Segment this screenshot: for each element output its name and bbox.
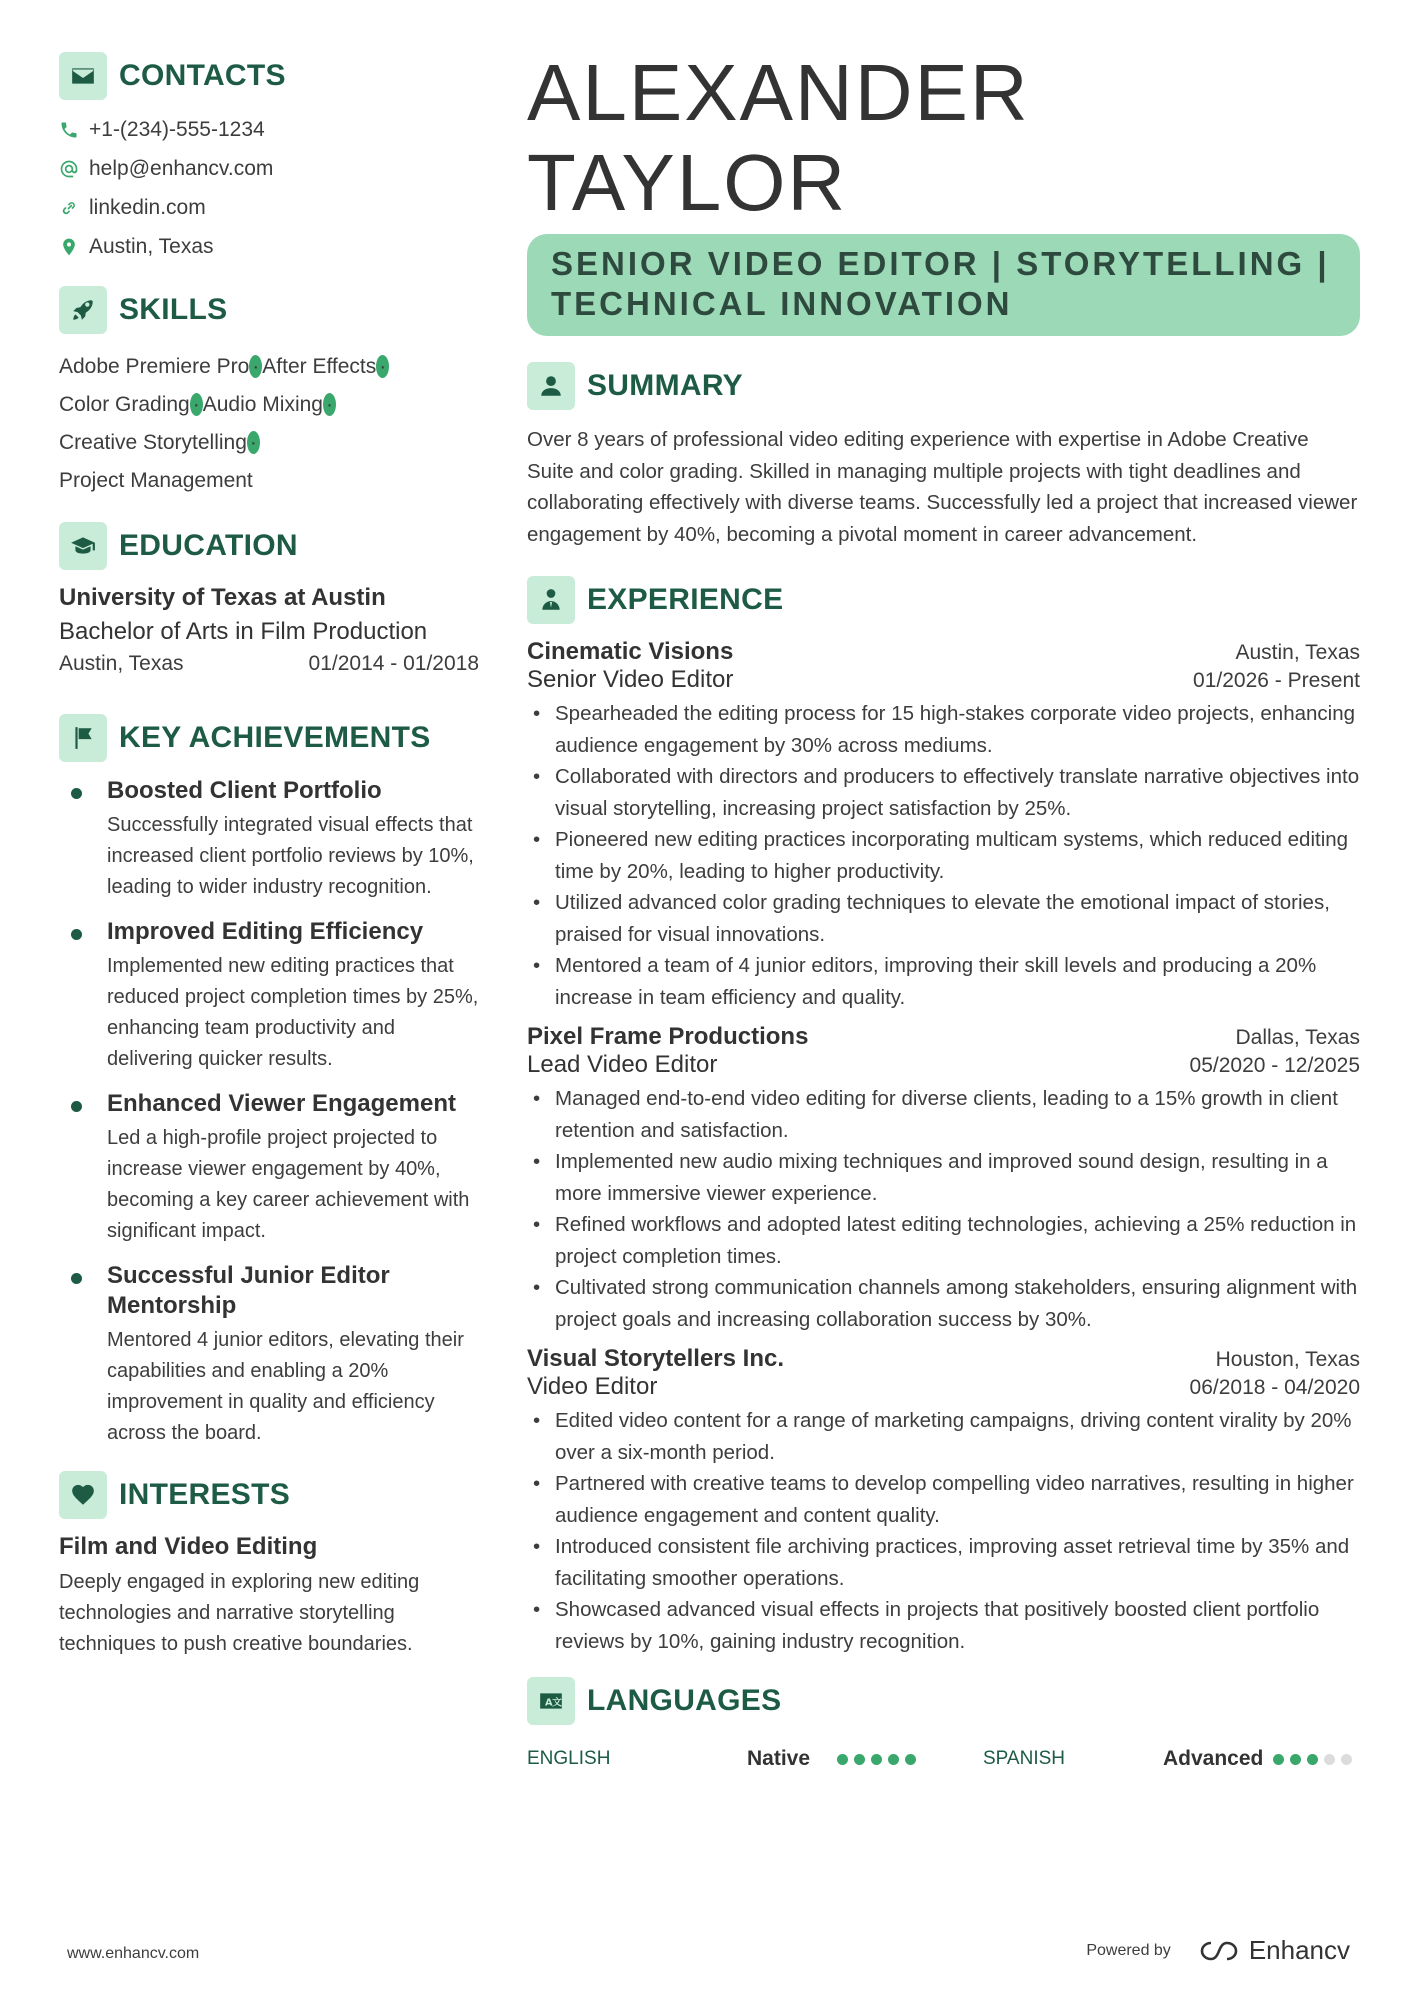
skill-line <box>59 348 479 386</box>
contact-location <box>59 227 479 266</box>
language-name: ENGLISH <box>527 1748 611 1769</box>
education-dates: 01/2014 - 01/2018 <box>308 652 479 675</box>
bullet-icon <box>71 929 82 940</box>
skill-item: Adobe Premiere Pro <box>59 355 250 378</box>
skill-separator: · <box>376 355 389 378</box>
job-location: Austin, Texas <box>1235 641 1360 664</box>
job-dates: 05/2020 - 12/2025 <box>1189 1054 1360 1077</box>
languages-list <box>527 1739 1360 1779</box>
skill-line <box>59 386 479 424</box>
job-bullet: • Cultivated strong communication channels among stakeholders, ensuring alignment with project goals and increasing collaboration success by 30%. <box>527 1272 1360 1335</box>
experience-header <box>527 576 1360 624</box>
rating-dot-filled <box>888 1754 899 1765</box>
education-location: Austin, Texas <box>59 652 184 675</box>
job-bullet: • Pioneered new editing practices incorporating multicam systems, which reduced editing time by 20%, leading to higher productivity. <box>527 824 1360 887</box>
skill-item: After Effects <box>262 355 377 378</box>
experience-title: EXPERIENCE <box>587 583 784 616</box>
contacts-title: CONTACTS <box>119 59 286 92</box>
achievement-item <box>59 1261 479 1449</box>
education-meta <box>59 652 479 676</box>
job-bullet: • Utilized advanced color grading techniques to elevate the emotional impact of stories, praised for visual innovations. <box>527 887 1360 950</box>
enhancv-logo-icon <box>1197 1938 1241 1964</box>
job-bullet: • Introduced consistent file archiving practices, improving asset retrieval time by 35% and facilitating smoother operations. <box>527 1531 1360 1594</box>
interest-item <box>59 1533 479 1660</box>
job-bullet: • Refined workflows and adopted latest editing technologies, achieving a 25% reduction in project completion times. <box>527 1209 1360 1272</box>
job-company: Visual Storytellers Inc. <box>527 1345 785 1372</box>
skill-item: Project Management <box>59 469 253 492</box>
achievement-desc: Successfully integrated visual effects that increased client portfolio reviews by 10%, leading to wider industry recognition. <box>107 814 474 898</box>
job-subheader <box>527 1051 1360 1079</box>
rating-dot-empty <box>1324 1754 1335 1765</box>
job-header <box>527 638 1360 666</box>
briefcase-person-icon <box>527 576 575 624</box>
job-bullet: • Showcased advanced visual effects in projects that positively boosted client portfolio reviews by 10%, gaining industry recognition. <box>527 1594 1360 1657</box>
job-bullet: • Spearheaded the editing process for 15 high-stakes corporate video projects, enhancing audience engagement by 30% across mediums. <box>527 698 1360 761</box>
person-icon <box>527 362 575 410</box>
job-location: Houston, Texas <box>1215 1348 1360 1371</box>
job-location: Dallas, Texas <box>1235 1026 1360 1049</box>
job-company: Pixel Frame Productions <box>527 1023 809 1050</box>
candidate-name: ALEXANDER TAYLOR <box>527 48 1030 227</box>
job-bullet: • Edited video content for a range of marketing campaigns, driving content virality by 20% over a six-month period. <box>527 1405 1360 1468</box>
skill-item: Audio Mixing <box>202 393 323 416</box>
skills-title: SKILLS <box>119 293 228 326</box>
job-bullet: • Implemented new audio mixing techniques and improved sound design, resulting in a more immersive viewer experience. <box>527 1146 1360 1209</box>
achievements-list <box>59 776 479 1449</box>
achievement-title: Successful Junior Editor Mentorship <box>107 1262 390 1319</box>
job-header <box>527 1345 1360 1373</box>
skills-list <box>59 348 479 500</box>
interest-desc: Deeply engaged in exploring new editing technologies and narrative storytelling techniques to push creative boundaries. <box>59 1571 420 1655</box>
job-company: Cinematic Visions <box>527 638 734 665</box>
map-pin-icon <box>59 237 89 257</box>
job-header <box>527 1023 1360 1051</box>
education-degree: Bachelor of Arts in Film Production <box>59 618 428 645</box>
contact-linkedin[interactable] <box>59 188 479 227</box>
summary-text: Over 8 years of professional video editing experience with expertise in Adobe Creative Suite and color grading. Skilled in managing multiple projects with tight deadlines and collaborating effectively with diverse teams. Successfully led a project that increased viewer engagement by 40%, becoming a pivotal moment in career advancement. <box>527 428 1358 546</box>
rating-dot-filled <box>1273 1754 1284 1765</box>
languages-title: LANGUAGES <box>587 1684 782 1717</box>
education-entry <box>59 584 479 676</box>
achievement-item <box>59 776 479 903</box>
headline-line-1: SENIOR VIDEO EDITOR | STORYTELLING | <box>551 245 1330 282</box>
achievement-desc: Mentored 4 junior editors, elevating their capabilities and enabling a 20% improvement in quality and efficiency across the board. <box>107 1329 464 1444</box>
link-icon <box>59 198 89 218</box>
education-header <box>59 522 479 570</box>
language-rating <box>1273 1754 1383 1765</box>
rating-dot-filled <box>1307 1754 1318 1765</box>
language-rating <box>837 1754 947 1765</box>
left-column <box>59 52 479 1660</box>
flag-icon <box>59 714 107 762</box>
language-level: Native <box>747 1747 811 1770</box>
job-role: Senior Video Editor <box>527 666 734 693</box>
heart-icon <box>59 1471 107 1519</box>
svg-text:A: A <box>545 1697 553 1709</box>
achievement-title: Boosted Client Portfolio <box>107 777 382 804</box>
skill-separator: · <box>247 431 260 454</box>
rocket-icon <box>59 286 107 334</box>
education-title: EDUCATION <box>119 529 298 562</box>
job-bullets <box>527 1083 1360 1335</box>
job-bullet: • Partnered with creative teams to develop compelling video narratives, resulting in higher audience engagement and content quality. <box>527 1468 1360 1531</box>
svg-text:文: 文 <box>552 1697 562 1709</box>
job-bullet: • Collaborated with directors and producers to effectively translate narrative objectives into visual storytelling, increasing project satisfaction by 25%. <box>527 761 1360 824</box>
achievements-title: KEY ACHIEVEMENTS <box>119 721 431 754</box>
rating-dot-filled <box>905 1754 916 1765</box>
achievement-title: Improved Editing Efficiency <box>107 918 424 945</box>
language-item <box>527 1739 947 1779</box>
interests-header <box>59 1471 479 1519</box>
headline-line-2: TECHNICAL INNOVATION <box>551 285 1013 322</box>
rating-dot-filled <box>854 1754 865 1765</box>
skill-item: Color Grading <box>59 393 190 416</box>
brand-name: Enhancv <box>1248 1935 1350 1965</box>
achievement-item <box>59 1089 479 1247</box>
contacts-header <box>59 52 479 100</box>
right-column <box>527 48 1360 1779</box>
language-item <box>983 1739 1383 1779</box>
job-dates: 06/2018 - 04/2020 <box>1189 1376 1360 1399</box>
job-dates: 01/2026 - Present <box>1193 669 1360 692</box>
summary-title: SUMMARY <box>587 369 743 402</box>
phone-icon <box>59 120 89 140</box>
bullet-icon <box>71 1101 82 1112</box>
contact-location-text: Austin, Texas <box>89 234 214 258</box>
job-subheader <box>527 666 1360 694</box>
footer-branding <box>1086 1935 1350 1966</box>
rating-dot-empty <box>1341 1754 1352 1765</box>
skills-header <box>59 286 479 334</box>
rating-dot-filled <box>1290 1754 1301 1765</box>
rating-dot-filled <box>871 1754 882 1765</box>
interests-title: INTERESTS <box>119 1478 291 1511</box>
envelope-icon <box>59 52 107 100</box>
contact-email-text: help@enhancv.com <box>89 156 274 180</box>
job-role: Video Editor <box>527 1373 658 1400</box>
job-bullets <box>527 698 1360 1013</box>
job-bullet: • Mentored a team of 4 junior editors, improving their skill levels and producing a 20% increase in team efficiency and quality. <box>527 950 1360 1013</box>
graduation-cap-icon <box>59 522 107 570</box>
achievement-title: Enhanced Viewer Engagement <box>107 1090 456 1117</box>
achievement-desc: Implemented new editing practices that reduced project completion times by 25%, enhancing team productivity and delivering quicker results. <box>107 955 479 1070</box>
job-entry <box>527 1023 1360 1335</box>
education-school: University of Texas at Austin <box>59 584 386 611</box>
languages-header <box>527 1677 1360 1725</box>
job-subheader <box>527 1373 1360 1401</box>
skill-line <box>59 462 479 500</box>
job-role: Lead Video Editor <box>527 1051 718 1078</box>
skill-separator: · <box>323 393 336 416</box>
interest-title: Film and Video Editing <box>59 1533 318 1560</box>
summary-header <box>527 362 1360 410</box>
contact-email[interactable] <box>59 149 479 188</box>
job-bullets <box>527 1405 1360 1657</box>
contact-phone[interactable] <box>59 110 479 149</box>
achievements-header <box>59 714 479 762</box>
footer-website[interactable]: www.enhancv.com <box>67 1945 200 1962</box>
skill-line <box>59 424 479 462</box>
rating-dot-filled <box>837 1754 848 1765</box>
achievement-desc: Led a high-profile project projected to increase viewer engagement by 40%, becoming a key career achievement with significant impact. <box>107 1127 470 1242</box>
headline-box <box>527 234 1360 336</box>
contact-phone-text: +1-(234)-555-1234 <box>89 117 265 141</box>
at-icon <box>59 159 89 179</box>
translate-icon <box>527 1677 575 1725</box>
skill-separator: · <box>249 355 262 378</box>
job-entry <box>527 1345 1360 1657</box>
powered-by-label: Powered by <box>1086 1941 1171 1959</box>
skill-item: Creative Storytelling <box>59 431 247 454</box>
contact-linkedin-text: linkedin.com <box>89 195 206 219</box>
language-name: SPANISH <box>983 1748 1066 1769</box>
language-level: Advanced <box>1163 1747 1264 1770</box>
achievement-item <box>59 917 479 1075</box>
job-bullet: • Managed end-to-end video editing for diverse clients, leading to a 15% growth in client retention and satisfaction. <box>527 1083 1360 1146</box>
skill-separator: · <box>190 393 203 416</box>
bullet-icon <box>71 788 82 799</box>
job-entry <box>527 638 1360 1013</box>
brand-logo[interactable] <box>1197 1935 1350 1966</box>
bullet-icon <box>71 1273 82 1284</box>
